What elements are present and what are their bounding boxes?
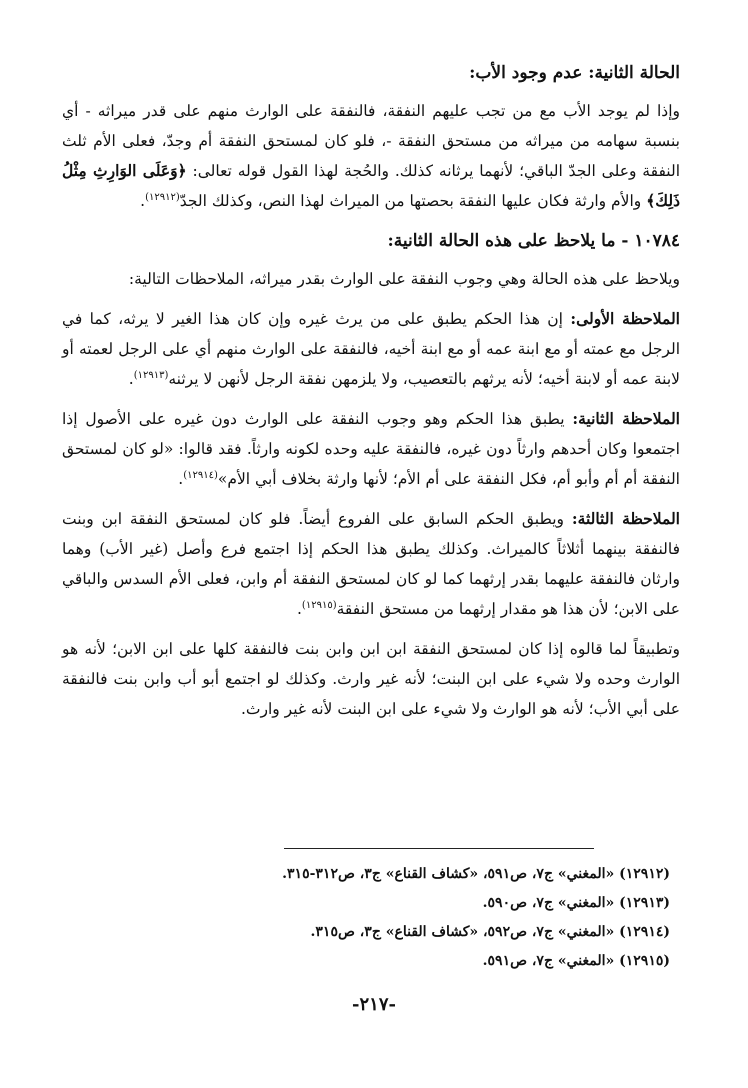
note-label: الملاحظة الثانية: bbox=[572, 409, 680, 428]
paragraph-end: . bbox=[296, 600, 302, 618]
footnotes bbox=[110, 860, 670, 976]
footnote-ref[interactable]: (١٢٩١٤) bbox=[183, 469, 218, 481]
note-label: الملاحظة الأولى: bbox=[570, 309, 680, 328]
footnote-ref[interactable]: (١٢٩١٥) bbox=[301, 599, 337, 611]
paragraph-end: . bbox=[128, 370, 134, 388]
paragraph-no-father bbox=[62, 96, 680, 216]
section-heading-notes: ١٠٧٨٤ - ما يلاحظ على هذه الحالة الثانية: bbox=[387, 231, 680, 251]
footnote-item: (١٢٩١٣) «المغني» ج٧، ص٥٩٠. bbox=[482, 895, 670, 911]
footnote-item: (١٢٩١٥) «المغني» ج٧، ص٥٩١. bbox=[482, 953, 670, 969]
paragraph-text: وإذا لم يوجد الأب مع من تجب عليهم النفقة، فالنفقة على الوارث منهم على قدر ميراثه - أي بنسبة سهامه من ميراثه من مستحق النفقة -، فلو كان لمستحق النفقة أم وجدّ، فعلى الأم ثلث النفقة وعلى الجدّ الباقي؛ لأنهما يرثانه كذلك. والحُجة لهذا القول قوله تعالى: bbox=[62, 102, 680, 180]
paragraph-text: يطبق هذا الحكم وهو وجوب النفقة على الوارث دون غيره على الأصول إذا اجتمعوا وكان أحدهم وارثاً دون غيره، فالنفقة عليه وحده لكونه وارثاً. فقد قالوا: «لو كان لمستحق النفقة أم أم وأبو أم، فكل النفقة على أم الأم؛ لأنها وارثة بخلاف أبي الأم» bbox=[62, 410, 680, 488]
footnote-divider bbox=[284, 848, 594, 849]
paragraph-notes-intro: ويلاحظ على هذه الحالة وهي وجوب النفقة على الوارث بقدر ميراثه، الملاحظات التالية: bbox=[128, 270, 680, 288]
paragraph-text: والأم وارثة فكان عليها النفقة بحصتها من الميراث لهذا النص، وكذلك الجدّ bbox=[179, 192, 647, 210]
footnote-item: (١٢٩١٢) «المغني» ج٧، ص٥٩١، «كشاف القناع» ج٣، ص٣١٢-٣١٥. bbox=[282, 866, 670, 882]
paragraph-note-3 bbox=[62, 504, 680, 624]
paragraph-note-2 bbox=[62, 404, 680, 494]
paragraph-note-1 bbox=[62, 304, 680, 394]
footnote-ref[interactable]: (١٢٩١٣) bbox=[133, 369, 169, 381]
paragraph-text: إن هذا الحكم يطبق على من يرث غيره وإن كان هذا الغير لا يرثه، كما في الرجل مع عمته أو مع ابنة عمه أو مع ابنة أخيه، فالنفقة على الوارث منهم أي على الرجل لعمته أو لابنة عمه أو لابنة أخيه؛ لأنه يرثهم بالتعصيب، ولا يلزمهن نفقة الرجل لأنهن لا يرثنه bbox=[62, 310, 680, 388]
footnote-ref[interactable]: (١٢٩١٢) bbox=[145, 191, 180, 203]
paragraph-end: . bbox=[140, 192, 146, 210]
quran-verse: ﴿وَعَلَى الوَارِثِ مِثْلُ ذَلِكَ﴾ bbox=[62, 161, 680, 210]
paragraph-text: ويطبق الحكم السابق على الفروع أيضاً. فلو كان لمستحق النفقة ابن وبنت فالنفقة بينهما أثلاثاً كالميراث. وكذلك يطبق هذا الحكم إذا اجتمع فرع وأصل (غير الأب) وهما وارثان فالنفقة عليهما بقدر إرثهما كما لو كان لمستحق النفقة أم وابن، فعلى الأم السدس والباقي على الابن؛ لأن هذا هو مقدار إرثهما من مستحق النفقة bbox=[62, 510, 680, 618]
paragraph-end: . bbox=[178, 470, 184, 488]
page-number: -٢١٧- bbox=[352, 994, 396, 1015]
paragraph-application: وتطبيقاً لما قالوه إذا كان لمستحق النفقة ابن ابن وابن بنت فالنفقة كلها على ابن الابن؛ لأنه هو الوارث وحده ولا شيء على ابن البنت؛ لأنه غير وارث. وكذلك لو اجتمع أبو أب وابن بنت فالنفقة على أبي الأب؛ لأنه هو الوارث ولا شيء على ابن البنت لأنه غير وارث. bbox=[62, 640, 680, 718]
section-heading-case: الحالة الثانية: عدم وجود الأب: bbox=[469, 63, 680, 83]
note-label: الملاحظة الثالثة: bbox=[571, 509, 680, 528]
footnote-item: (١٢٩١٤) «المغني» ج٧، ص٥٩٢، «كشاف القناع» ج٣، ص٣١٥. bbox=[310, 924, 670, 940]
